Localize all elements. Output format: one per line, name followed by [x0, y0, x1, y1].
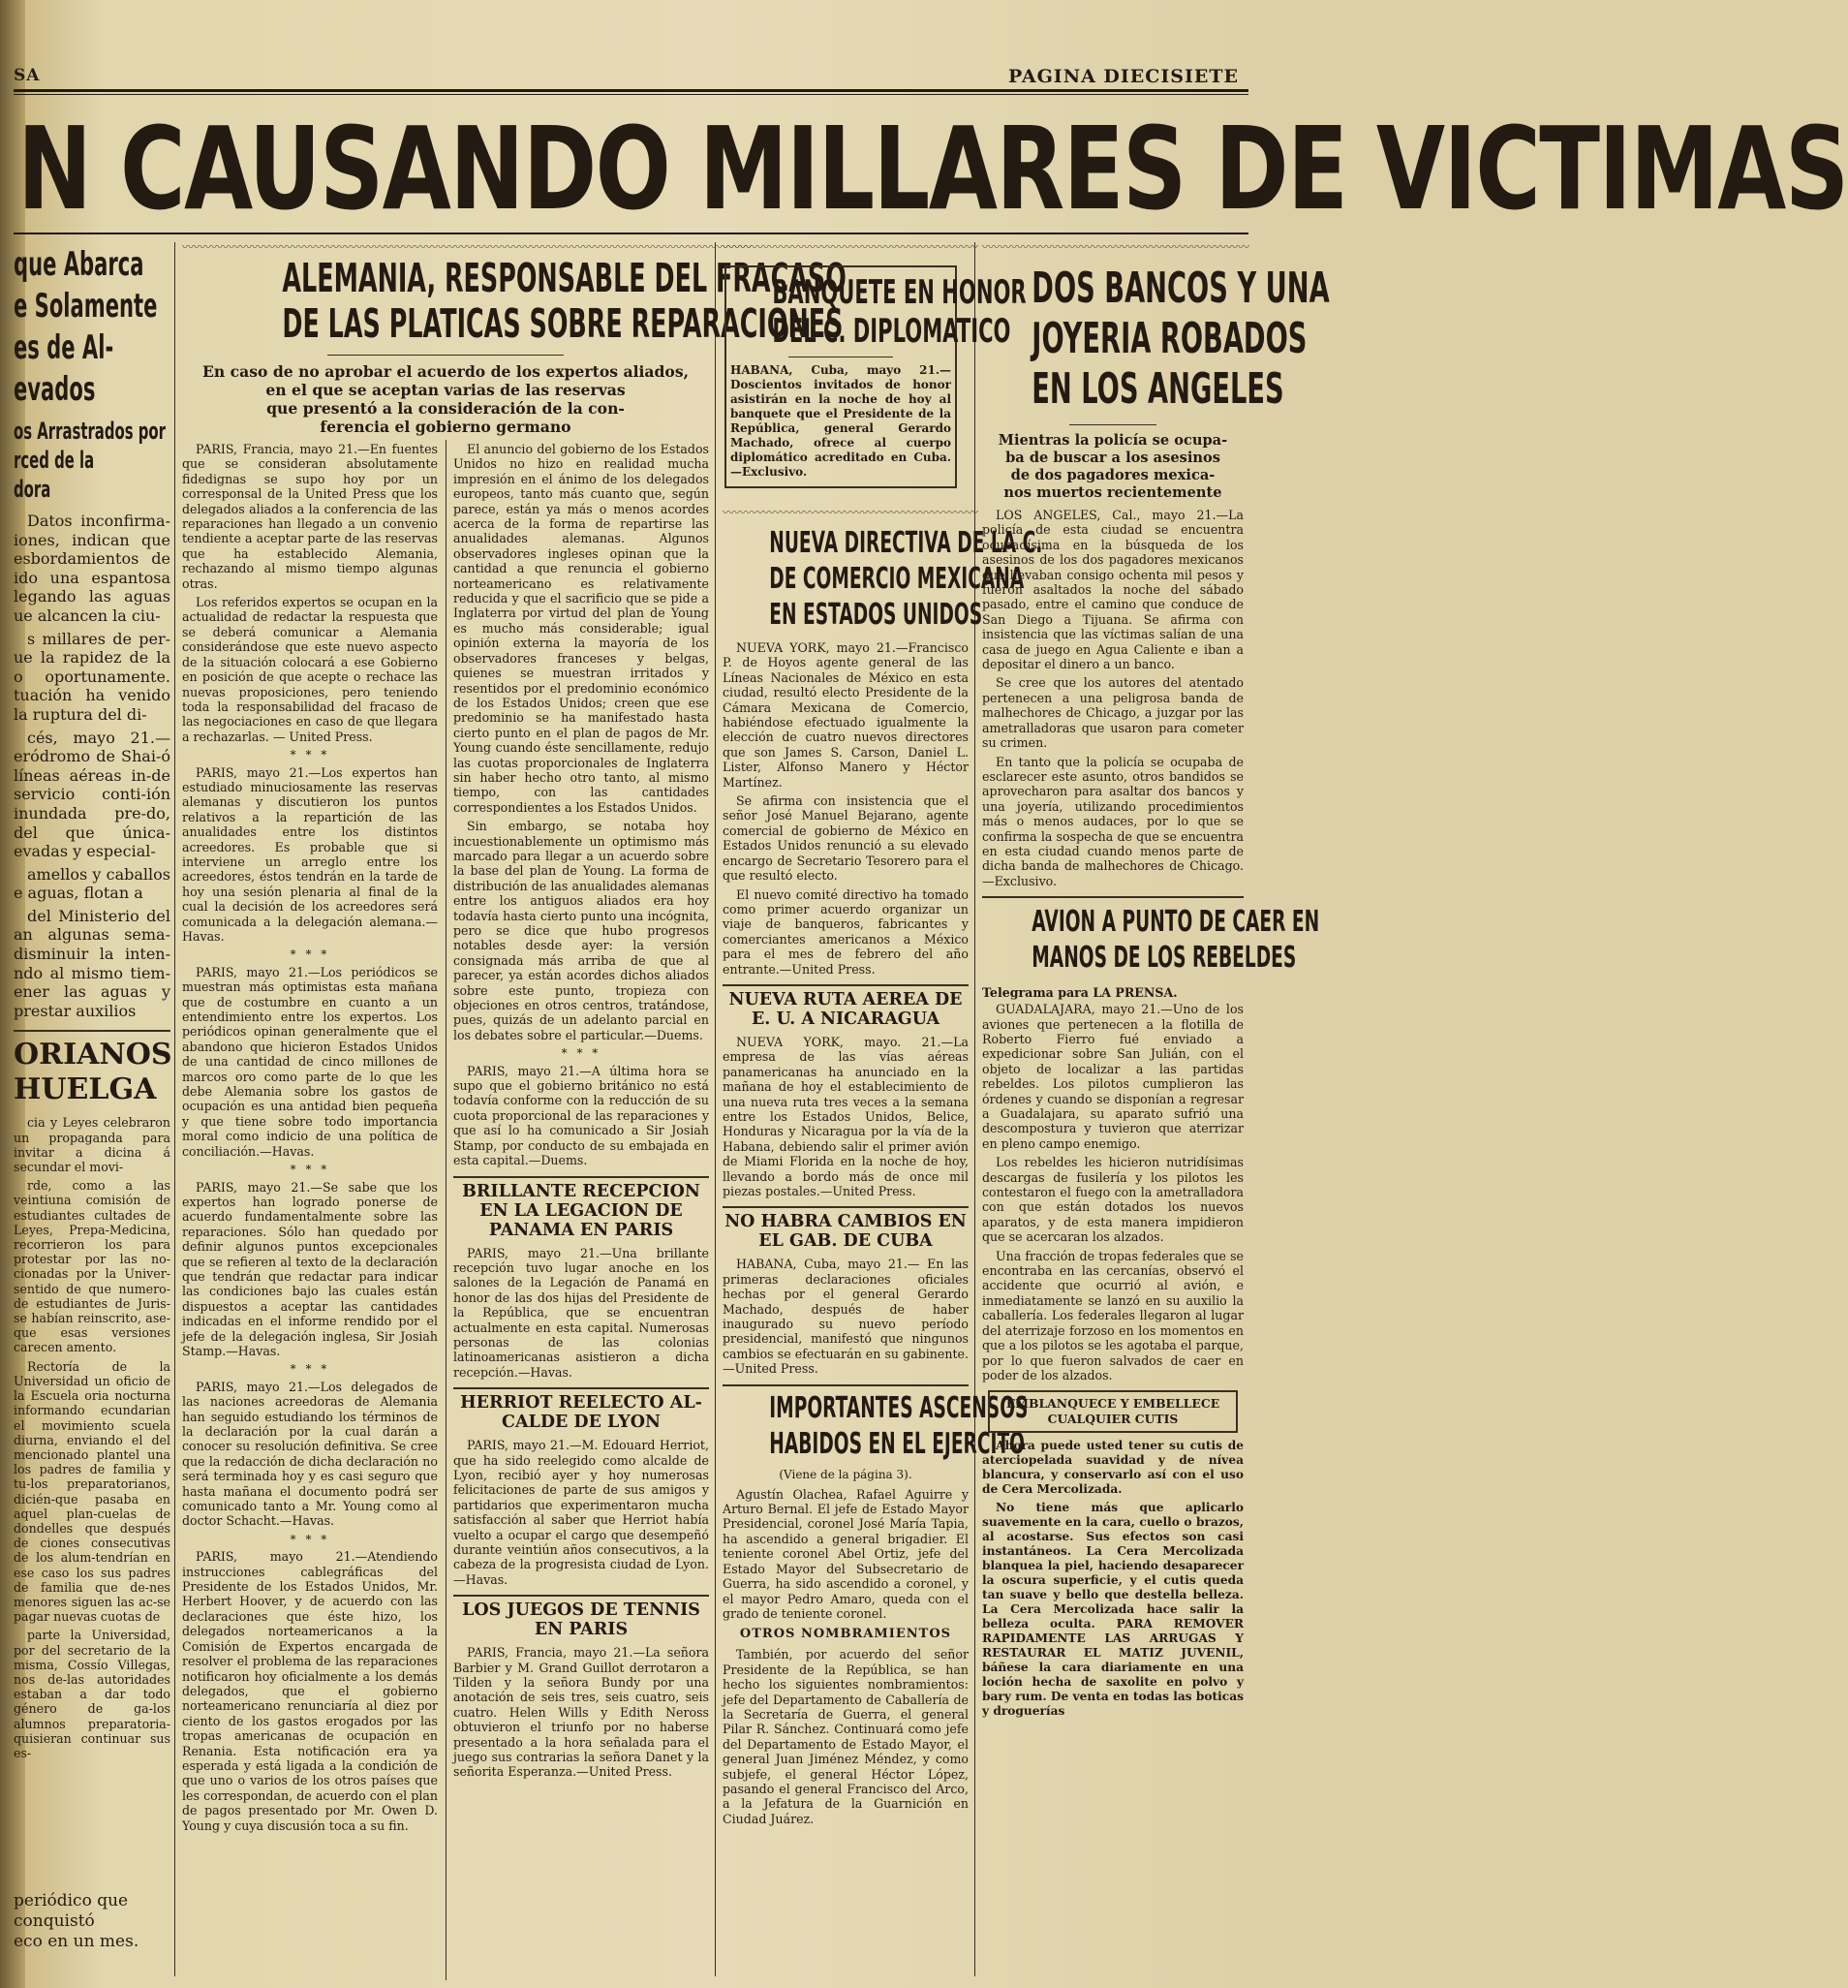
col0-paragraph: s millares de per-ue la rapidez de la o oportunamente. tuación ha venido la ruptura del di- — [14, 629, 170, 724]
col0-subhead-line: rced de la — [14, 447, 95, 474]
col0-headline-line: es de Al- — [14, 328, 114, 367]
news-paragraph: PARIS, mayo 21.—A última hora se supo que el gobierno británico no está todavía conforme con la reducción de su cuota proporcional de las reparaciones y que así lo ha comunicado a Sir Josiah Stamp, por conducto de su embajada en esta capital.—Duems. — [453, 1063, 709, 1168]
panama-headline-line: PANAMA EN PARIS — [488, 1220, 674, 1240]
panama-headline — [453, 1182, 709, 1240]
news-paragraph: PARIS, Francia, mayo 21.—La señora Barbier y M. Grand Guillot derrotaron a Tilden y la señora Bundy por una anotación de seis tres, seis cuatro, seis cuatro. Helen Wills y Edith Neross obtuvieron el triunfo por no haberse presentado a la hora señalada para el juego sus contrarias la señora Danet y la señorita Esperanza.—United Press. — [453, 1645, 709, 1780]
avion-dateline: Telegrama para LA PRENSA. — [982, 985, 1178, 1001]
ascensos-headline-line: IMPORTANTES ASCENSOS — [769, 1390, 1029, 1425]
banner-rule — [14, 233, 1248, 234]
story-separator — [453, 1387, 709, 1389]
news-paragraph: PARIS, mayo 21.—Una brillante recepción tuvo lugar anoche en los salones de la Legación de Panamá en honor de las dos hijas del Presidente de la República, que se encuentran actualmente en esta capital. Numerosas personas de las colonias latinoamericanas asistieron a dicha recepción.—Havas. — [453, 1245, 709, 1380]
column-divider — [974, 242, 975, 1976]
ruta-headline-line: NUEVA RUTA AEREA DE — [728, 989, 963, 1010]
camara-headline-line: EN ESTADOS UNIDOS — [769, 598, 983, 632]
news-paragraph: El nuevo comité directivo ha tomado como primer acuerdo organizar un viaje de banqueros, fabricantes y comerciantes americanos a México para el mes de febrero del año entrante.—United Press. — [723, 886, 969, 977]
col0-headline-line: e Solamente — [14, 287, 158, 326]
tennis-text — [453, 1645, 709, 1780]
tennis-headline-line: EN PARIS — [534, 1620, 629, 1640]
cuba-headline-line: EL GAB. DE CUBA — [758, 1231, 933, 1252]
ascensos-headline-line: HABIDOS EN EL EJERCITO — [769, 1426, 1025, 1461]
bancos-deck-line: ba de buscar a los asesinos — [1005, 450, 1220, 466]
ad-title-line: CUALQUIER CUTIS — [1047, 1412, 1179, 1427]
camara-headline — [723, 525, 1043, 633]
left-partial-column — [14, 244, 170, 1978]
col0-headline-line: evados — [14, 370, 96, 409]
alemania-deck-line: ferencia el gobierno germano — [320, 418, 571, 436]
banquete-headline-line: BANQUETE EN HONOR — [772, 273, 1027, 312]
subcolumn-divider — [446, 440, 447, 1980]
news-paragraph: PARIS, mayo 21.—M. Edouard Herriot, que ha sido reelegido como alcalde de Lyon, recibió ayer y hoy numerosas felicitaciones de parte de sus amigos y partidarios que experimentaron mucha satisfacción al saber que Herriot había vuelto a ocupar el cargo que desempeñó durante veintiún años consecutivos, a la cabeza de la progresista ciudad de Lyon.—Havas. — [453, 1438, 709, 1587]
section-label: SA — [14, 66, 41, 85]
news-paragraph: GUADALAJARA, mayo 21.—Uno de los aviones que pertenecen a la flotilla de Roberto Fierro fué enviado a expedicionar sobre San Julián, con el objeto de localizar a las partidas rebeldes. Los pilotos cumplieron las órdenes y cuando se disponían a regresar a Guadalajara, su aparato sufrió una descompostura y tuvieron que aterrizar en pleno campo enemigo. — [982, 1002, 1244, 1151]
panama-text — [453, 1246, 709, 1381]
story-separator — [723, 1384, 969, 1386]
ascensos-text2 — [723, 1647, 969, 1826]
alemania-deck-line: en el que se aceptan varias de las reservas — [265, 381, 626, 399]
news-paragraph: Se afirma con insistencia que el señor José Manuel Bejarano, agente comercial de gobierno de México en Estados Unidos renunció a su elevado encargo de Secretario Tesorero para el que resultó electo. — [723, 793, 969, 884]
separator-dots: * * * — [561, 1046, 601, 1061]
col0-paragraph: Rectoría de la Universidad un oficio de la Escuela oria nocturna informando ecundarian el movimiento scuela diurna, enviando el del mencionado plantel una los padres de familia y tu-los preparatorianos, dicién-que pasaba en aquel plan-cuelas de dondelles que después de ciones consecutivas de los alum-tendrían en ese caso los sus padres de familia que de-nes menores siguen las ac-se pagar nuevas cuotas de — [14, 1358, 170, 1625]
news-paragraph: NUEVA YORK, mayo 21.—Francisco P. de Hoyos agente general de las Líneas Nacionales de México en esta ciudad, resultó electo Presidente de la Cámara Mexicana de Comercio, habiéndose efectuado igualmente la elección de cuatro nuevos directores que son James S. Carson, Daniel L. Lister, Alfonso Manero y Héctor Martínez. — [723, 640, 969, 790]
avion-headline-line: MANOS DE LOS REBELDES — [1032, 941, 1297, 976]
panama-headline-line: EN LA LEGACION DE — [479, 1200, 683, 1221]
news-paragraph: Una fracción de tropas federales que se encontraba en las cercanías, observó el accidente que ocurrió al avión, e inmediatamente se lanzó en su auxilio la caballería. Los federales llegaron al lugar del aterrizaje forzoso en los momentos en que a los pilotos se les agotaba el parque, por lo que fueron salvados de caer en poder de los alzados. — [982, 1248, 1244, 1382]
news-paragraph: En tanto que la policía se ocupaba de esclarecer este asunto, otros bandidos se aprovecharon para asaltar dos bancos y una joyería, utilizando procedimientos más o menos audaces, por lo que se confirma la sospecha de que se encuentra en esta ciudad cuando menos parte de dicha banda de malhechores de Chicago.—Exclusivo. — [982, 754, 1244, 888]
news-paragraph: PARIS, mayo 21.—Los expertos han estudiado minuciosamente las reservas alemanas y discutieron los puntos relativos a la repartición de las anualidades entre los distintos acreedores. Es probable que si interviene un arreglo entre los acreedores, éstos tendrán en la tarde de hoy una sesión plenaria al final de la cual la decisión de los acreedores será comunicada a la delegación alemana.—Havas. — [182, 764, 438, 944]
center-right-stories — [723, 525, 1043, 1978]
wavy-rule: 〰〰〰〰〰〰〰〰〰〰〰〰〰〰〰〰〰〰〰〰〰〰〰 — [982, 240, 1250, 254]
avion-text — [982, 1002, 1244, 1382]
cuba-headline-line: NO HABRA CAMBIOS EN — [724, 1212, 967, 1232]
continued-note: (Viene de la página 3). — [779, 1467, 912, 1481]
avion-headline — [982, 904, 1320, 976]
alemania-deck — [182, 362, 709, 436]
alemania-right-text — [453, 442, 709, 1168]
alemania-headline-line: DE LAS PLATICAS SOBRE REPARACIONES — [282, 300, 844, 347]
bancos-headline — [982, 264, 1330, 415]
alemania-deck-line: que presentó a la consideración de la con- — [266, 399, 625, 418]
herriot-headline-line: CALDE DE LYON — [502, 1413, 661, 1433]
ad-paragraph: No tiene más que aplicarlo suavemente en la cara, cuello o brazos, al acostarse. Sus efectos son casi instantáneos. La Cera Mercolizada blanquea la piel, haciendo desaparecer la oscura superficie, y el cutis queda tan suave y bello que destella belleza. La Cera Mercolizada hace salir la belleza oculta. PARA REMOVER RAPIDAMENTE LAS ARRUGAS Y RESTAURAR EL MATIZ JUVENIL, báñese la cara diariamente en una loción hecha de saxolite en polvo y bary rum. De venta en todas las boticas y droguerías — [982, 1501, 1244, 1719]
bancos-headline-line: EN LOS ANGELES — [1032, 364, 1284, 414]
news-paragraph: También, por acuerdo del señor Presidente de la República, se han hecho los siguientes nombramientos: jefe del Departamento de Caballería de la Secretaría de Guerra, el general Pilar R. Sánchez. Continuará como jefe del Departamento de Estado Mayor, el general Juan Jiménez Méndez, y como subjefe, el general Héctor López, pasando el general Francisco del Arco, a la Jefatura de la Guarnición en Ciudad Juárez. — [723, 1647, 969, 1826]
wavy-rule: 〰〰〰〰〰〰〰〰〰〰〰〰〰〰〰〰〰〰〰〰〰〰〰〰〰〰〰〰〰〰〰〰〰〰〰〰〰〰〰〰〰〰〰〰〰〰〰〰〰 — [182, 240, 753, 254]
ad-paragraph: Ahora puede usted tener su cutis de aterciopelada suavidad y de nívea blancura, y conservarlo así con el uso de Cera Mercolizada. — [982, 1439, 1244, 1497]
alemania-deck-line: En caso de no aprobar el acuerdo de los expertos aliados, — [201, 362, 690, 381]
separator-dots: * * * — [290, 1532, 330, 1546]
separator-dots: * * * — [290, 748, 330, 762]
ad-title-box — [988, 1390, 1238, 1433]
banquete-headline-line: DEL C. DIPLOMATICO — [772, 312, 1011, 351]
col0-separator — [14, 1030, 170, 1032]
center-right-column — [723, 240, 1043, 1978]
col0-headline2-line: HUELGA — [14, 1072, 157, 1107]
column-divider — [715, 242, 716, 1976]
alemania-headline — [182, 255, 847, 347]
herriot-headline-line: HERRIOT REELECTO AL- — [460, 1393, 702, 1413]
col0-paragraph: amellos y caballos e aguas, flotan a — [14, 864, 170, 903]
col0-paragraph: cia y Leyes celebraron un propaganda para invitar a dicina á secundar el movi- — [14, 1115, 170, 1175]
col0-paragraph: rde, como a las veintiuna comisión de estudiantes cultades de Leyes, Prepa-Medicina, recorrieron los para protestar por las no-cionadas por la Univer-sentido de que numero-de estudiantes de Juris-se habían reinscrito, ase-que esas versiones carecen amento. — [14, 1178, 170, 1355]
wavy-rule: 〰〰〰〰〰〰〰〰〰〰〰〰〰〰〰〰〰〰〰〰〰〰 — [723, 240, 979, 254]
news-paragraph: PARIS, mayo 21.—Los delegados de las naciones acreedoras de Alemania han seguido estudiando los términos de la declaración por la cual darán a conocer su resolución definitiva. Se cree que la redacción de dicha declaración no será terminada hoy y es casi seguro que hasta mañana el documento podrá ser comunicado tanto a Mr. Young como al doctor Schacht.—Havas. — [182, 1379, 438, 1529]
separator-dots: * * * — [290, 1362, 330, 1377]
news-paragraph: Sin embargo, se notaba hoy incuestionablemente un optimismo más marcado para llegar a un acuerdo sobre la base del plan de Young. La forma de distribución de las anualidades alemanas entre los antiguos aliados era hoy todavía hasta cierto punto una incógnita, pero se dice que hubo progresos notables desde ayer: la versión consignada más arriba de que al parecer, ya están acordes dichos aliados sobre este punto, tropieza con objeciones en otros centros, tratándose, pues, quizás de un adelanto parcial en los debates sobre el particular.—Duems. — [453, 819, 709, 1042]
banquete-box — [724, 265, 1027, 488]
col0-headline — [14, 244, 170, 411]
page-number-label: PAGINA DIECISIETE — [1007, 66, 1239, 87]
col0-paragraph: parte la Universidad, por del secretario de la misma, Cossío Villegas, nos de-las autoridades estaban a dar todo género de ga-los alumnos preparatoria-quisieran continuar sus es- — [14, 1628, 170, 1760]
separator-dots: * * * — [290, 1163, 330, 1177]
wavy-rule: 〰〰〰〰〰〰〰〰〰〰〰〰〰〰〰〰〰〰〰〰〰〰 — [723, 506, 979, 519]
col0-body — [14, 512, 170, 1020]
deck-rule — [1069, 424, 1156, 425]
herriot-headline — [453, 1393, 709, 1432]
col0-body2 — [14, 1115, 170, 1760]
panama-headline-line: BRILLANTE RECEPCION — [462, 1181, 700, 1201]
news-paragraph: LOS ANGELES, Cal., mayo 21.—La policía de esta ciudad se encuentra ocupadísima en la búsqueda de los asesinos de los dos pagadores mexicanos que llevaban consigo ochenta mil pesos y fueron asaltados la noche del sábado pasado, entre el camino que conduce de San Diego a Tijuana. Se afirma con insistencia que las víctimas salían de una casa de juego en Agua Caliente e iban a depositar el dinero a un banco. — [982, 508, 1244, 672]
bancos-deck-line: Mientras la policía se ocupa- — [998, 432, 1228, 449]
news-paragraph: Agustín Olachea, Rafael Aguirre y Arturo Bernal. El jefe de Estado Mayor Presidencial, coronel José María Tapia, ha ascendido a general brigadier. El teniente coronel Abel Ortiz, jefe del Estado Mayor del Subsecretario de Guerra, ha sido ascendido a coronel, y el mayor Pedro Amaro, queda con el grado de teniente coronel. — [723, 1486, 969, 1621]
camara-text — [723, 640, 969, 977]
deck-rule — [327, 355, 564, 356]
story-separator — [723, 984, 969, 986]
news-paragraph: HABANA, Cuba, mayo 21.— En las primeras declaraciones oficiales hechas por el general Gerardo Machado, después de haber inaugurado su nuevo período presidencial, manifestó que ningunos cambios se efectuarán en su gabinente.—United Press. — [723, 1257, 969, 1377]
right-column — [982, 240, 1330, 1978]
banquete-headline — [730, 273, 1027, 351]
alemania-headline-line: ALEMANIA, RESPONSABLE DEL FRACASO — [282, 255, 847, 301]
bancos-headline-line: JOYERIA ROBADOS — [1032, 314, 1308, 363]
news-paragraph: PARIS, mayo 21.—Se sabe que los expertos han logrado ponerse de acuerdo fundamentalmente sobre las reparaciones. Sólo han quedado por definir algunos puntos excepcionales que se refieren al texto de la declaración que tendrán que redactar para indicar las condiciones bajo las cuales están dispuestos a aceptar las cantidades indicadas en el informe rendido por el jefe de la delegación inglesa, Sir Josiah Stamp.—Havas. — [182, 1179, 438, 1358]
ascensos-headline — [723, 1390, 1029, 1462]
ruta-headline-line: E. U. A NICARAGUA — [751, 1009, 940, 1029]
otros-nombramientos-label: OTROS NOMBRAMIENTOS — [739, 1627, 952, 1642]
story-separator — [723, 1206, 969, 1208]
bancos-deck-line: nos muertos recientemente — [1003, 484, 1222, 501]
ad-title-line: EMBLANQUECE Y EMBELLECE — [1005, 1396, 1220, 1412]
bancos-headline-line: DOS BANCOS Y UNA — [1032, 264, 1330, 313]
right-column-stories — [982, 508, 1320, 1978]
col0-headline-line: que Abarca — [14, 245, 144, 284]
col0-subhead — [14, 417, 170, 504]
col0-headline2 — [14, 1038, 170, 1107]
col0-subhead-line: os Arrastrados por — [14, 418, 166, 445]
camara-headline-line: DE COMERCIO MEXICANA — [769, 562, 1025, 596]
tennis-headline-line: LOS JUEGOS DE TENNIS — [462, 1600, 700, 1621]
header-rule-thin — [14, 94, 1248, 95]
alemania-left-text — [182, 442, 438, 1976]
news-paragraph: El anuncio del gobierno de los Estados Unidos no hizo en realidad mucha impresión en el ánimo de los delegados europeos, tanto más cuanto que, según parece, están ya más o menos acordes acerca de la forma de repartirse las anualidades alemanas. Algunos observadores ingleses opinan que la cantidad a que renuncia el gobierno norteamericano es relativamente reducida y que el sacrificio que se pide a Inglaterra por virtud del plan de Young es mucho más considerable; igual opinión externa la mayoría de los observadores franceses y belgas, quienes se muestran irritados y resentidos por el predominio económico de los Estados Unidos; creen que ese predominio se ha manifestado hasta cierto punto en el plan de pagos de Mr. Young cuando éste sencillamente, redujo las cuotas proporcionales de Inglaterra sin haber hecho otro tanto, al mismo tiempo, con las cantidades correspondientes a los Estados Unidos. — [453, 442, 709, 815]
banner-headline: N CAUSANDO MILLARES DE VICTIMAS — [17, 102, 1848, 235]
col0-headline2-line: ORIANOS — [14, 1038, 172, 1072]
col0-footer-line: periódico que conquistó — [14, 1891, 129, 1931]
bancos-deck-line: de dos pagadores mexica- — [1010, 467, 1216, 483]
cuba-headline — [723, 1212, 969, 1251]
story-separator — [453, 1176, 709, 1178]
herriot-text — [453, 1438, 709, 1587]
ruta-text — [723, 1035, 969, 1198]
news-paragraph: PARIS, mayo 21.—Atendiendo instrucciones cablegráficas del Presidente de los Estados Unidos, Mr. Herbert Hoover, y de acuerdo con las declaraciones que éste hizo, los delegados norteamericanos a la Comisión de Expertos encargada de resolver el problema de las reparaciones notificaron hoy oficialmente a los demás delegados, que el gobierno norteamericano renunciaría al diez por ciento de los gastos erogados por las tropas americanas de ocupación en Renania. Esta notificación era ya esperada y está ligada a la condición de que uno o varios de los otros países que les correspondan, de acuerdo con el plan de pagos presentado por Mr. Owen D. Young y cuya discusión toca a su fin. — [182, 1549, 438, 1833]
camara-headline-line: NUEVA DIRECTIVA DE LA C. — [769, 526, 1043, 560]
bancos-deck — [982, 432, 1244, 502]
separator-dots: * * * — [290, 947, 330, 962]
news-paragraph: Los referidos expertos se ocupan en la actualidad de redactar la respuesta que se deberá comunicar a Alemania considerándose que este nuevo aspecto de la situación colocará a ese Gobierno en posición de que acepte o rechace las nuevas proposiciones, pero teniendo toda la responsabilidad del fracaso de las negociaciones en caso de que llegara a rechazarlas. — United Press. — [182, 595, 438, 744]
cuba-text — [723, 1257, 969, 1376]
banquete-text: HABANA, Cuba, mayo 21.—Doscientos invitados de honor asistirán en la noche de hoy al banquete que el Presidente de la República, general Gerardo Machado, ofrece al cuerpo diplomático acreditado en Cuba.—Exclusivo. — [730, 363, 951, 479]
news-paragraph: Los rebeldes les hicieron nutridísimas descargas de fusilería y los pilotos les contestaron el fuego con la ametralladora con que están dotados los nuevos aparatos, y de esta manera impidieron que se acercaran los alzados. — [982, 1155, 1244, 1245]
bancos-text — [982, 508, 1244, 888]
ascensos-text — [723, 1487, 969, 1622]
story-separator — [453, 1595, 709, 1597]
ad-text — [982, 1439, 1244, 1719]
column-divider — [174, 242, 175, 1976]
story-separator — [982, 896, 1244, 898]
ruta-headline — [723, 990, 969, 1029]
header-rule — [14, 89, 1248, 92]
col0-paragraph: del Ministerio del an algunas sema-disminuir la inten-ndo al mismo tiem-ener las aguas y prestar auxilios — [14, 906, 170, 1020]
col0-footer — [14, 1891, 170, 1952]
col0-footer-line: eco en un mes. — [14, 1932, 139, 1951]
col0-subhead-line: dora — [14, 476, 51, 503]
alemania-right-column — [453, 442, 709, 1976]
news-paragraph: NUEVA YORK, mayo. 21.—La empresa de las vías aéreas panamericanas ha anunciado en la mañana de hoy el establecimiento de una nueva ruta tres veces a la semana entre los Estados Unidos, Belice, Honduras y Nicaragua por la vía de la Habana, debiendo salir el primer avión de Miami Florida en la noche de hoy, llevando a bordo más de once mil piezas postales.—United Press. — [723, 1034, 969, 1198]
news-paragraph: Se cree que los autores del atentado pertenecen a una peligrosa banda de malhechores de Chicago, a juzgar por las ametralladoras que usaron para cometer su crimen. — [982, 675, 1244, 751]
news-paragraph: PARIS, mayo 21.—Los periódicos se muestran más optimistas esta mañana que de costumbre en cuanto a un entendimiento entre los expertos. Los periódicos opinan generalmente que el abandono que hicieron Estados Unidos de una cantidad de cinco millones de marcos oro como parte de lo que les debe Alemania sobre los gastos de ocupación es una antidad bien pequeña y que tiene sobre todo importancia moral como indicio de una política de conciliación.—Havas. — [182, 964, 438, 1159]
tennis-headline — [453, 1600, 709, 1639]
avion-headline-line: AVION A PUNTO DE CAER EN — [1032, 905, 1320, 940]
col0-paragraph: cés, mayo 21.— eródromo de Shai-ó líneas aéreas in-de servicio conti-ión inundada pre-do, del que única-evadas y especial- — [14, 728, 170, 861]
news-paragraph: PARIS, Francia, mayo 21.—En fuentes que se consideran absolutamente fidedignas se supo hoy por un corresponsal de la United Press que los delegados aliados a la conferencia de las reparaciones han llegado a un convenio tendiente a aceptar parte de las reservas que ha establecido Alemania, rechazando al mismo tiempo algunas otras. — [182, 442, 438, 591]
col0-paragraph: Datos inconfirma-iones, indican que esbordamientos de ido una espantosa legando las aguas ue alcancen la ciu- — [14, 512, 170, 625]
